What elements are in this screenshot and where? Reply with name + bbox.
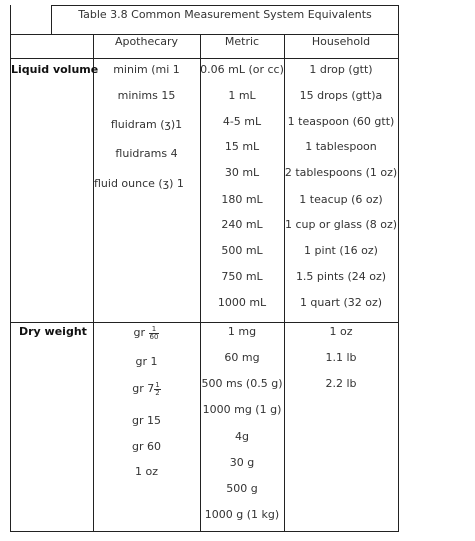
metric-cell: 4g [235,430,249,443]
col-divider [93,34,94,532]
apothecary-cell: gr 1 [135,355,158,368]
apothecary-cell [93,322,200,344]
mixed-number-whole: 7 [147,382,155,395]
fraction-denominator: 2 [155,388,160,397]
measurement-table [10,5,399,532]
row-label-liquid-volume: Liquid volume [11,63,99,76]
apothecary-cell: fluidram (ʒ)1 [110,118,183,131]
household-cell: 1 oz [329,325,353,338]
household-cell: 1 teaspoon (60 gtt) [287,115,395,128]
household-cell: 1 quart (32 oz) [299,296,383,309]
table-title: Table 3.8 Common Measurement System Equivalents [78,8,372,21]
metric-cell: 1000 mL [217,296,267,309]
fraction-denominator: 60 [149,332,159,341]
household-cell: 1 cup or glass (8 oz) [284,218,398,231]
table-border-bottom [10,531,399,532]
household-cell: 1.1 lb [325,351,357,364]
apothecary-cell: minims 15 [117,89,176,102]
household-cell: 15 drops (gtt)a [299,89,383,102]
metric-cell: 180 mL [221,193,263,206]
metric-cell: 1 mL [228,89,256,102]
metric-cell: 750 mL [221,270,263,283]
metric-cell: 1000 g (1 kg) [204,508,280,521]
metric-cell: 240 mL [221,218,263,231]
header-household: Household [311,35,371,48]
household-cell: 1 tablespoon [305,140,377,153]
metric-cell: 60 mg [224,351,260,364]
header-apothecary: Apothecary [114,35,179,48]
household-cell: 1 drop (gtt) [309,63,373,76]
household-cell: 2 tablespoons (1 oz) [284,166,398,179]
apothecary-cell: fluidrams 4 [115,147,178,160]
metric-cell: 1000 mg (1 g) [202,403,282,416]
row-divider [10,322,399,323]
metric-cell: 4-5 mL [222,115,262,128]
metric-cell: 500 g [226,482,258,495]
metric-cell: 0.06 mL (or cc) [200,63,284,76]
apothecary-cell: minim (mi 1 [113,63,180,76]
apothecary-cell: fluid ounce (ʒ) 1 [94,177,184,190]
apothecary-cell: gr 60 [132,440,161,453]
table-border-right [398,5,399,532]
grain-prefix: gr [132,382,144,395]
household-cell: 1.5 pints (24 oz) [295,270,387,283]
table-border-left [10,5,11,532]
household-cell: 1 pint (16 oz) [304,244,378,257]
apothecary-cell [93,378,200,400]
fraction-numerator: 1 [149,326,160,334]
header-metric: Metric [224,35,260,48]
apothecary-cell: gr 15 [132,414,161,427]
fraction [154,382,160,397]
household-cell: 2.2 lb [325,377,357,390]
fraction [149,326,160,341]
apothecary-cell: 1 oz [135,465,158,478]
fraction-numerator: 1 [155,380,160,389]
metric-cell: 30 g [229,456,255,469]
metric-cell: 30 mL [224,166,260,179]
row-divider [10,58,399,59]
row-label-dry-weight: Dry weight [19,325,87,338]
household-cell: 1 teacup (6 oz) [299,193,383,206]
metric-cell: 15 mL [224,140,260,153]
table-border-top [51,5,399,6]
metric-cell: 1 mg [227,325,257,338]
metric-cell: 500 ms (0.5 g) [201,377,283,390]
grain-prefix: gr [133,326,146,339]
metric-cell: 500 mL [221,244,263,257]
